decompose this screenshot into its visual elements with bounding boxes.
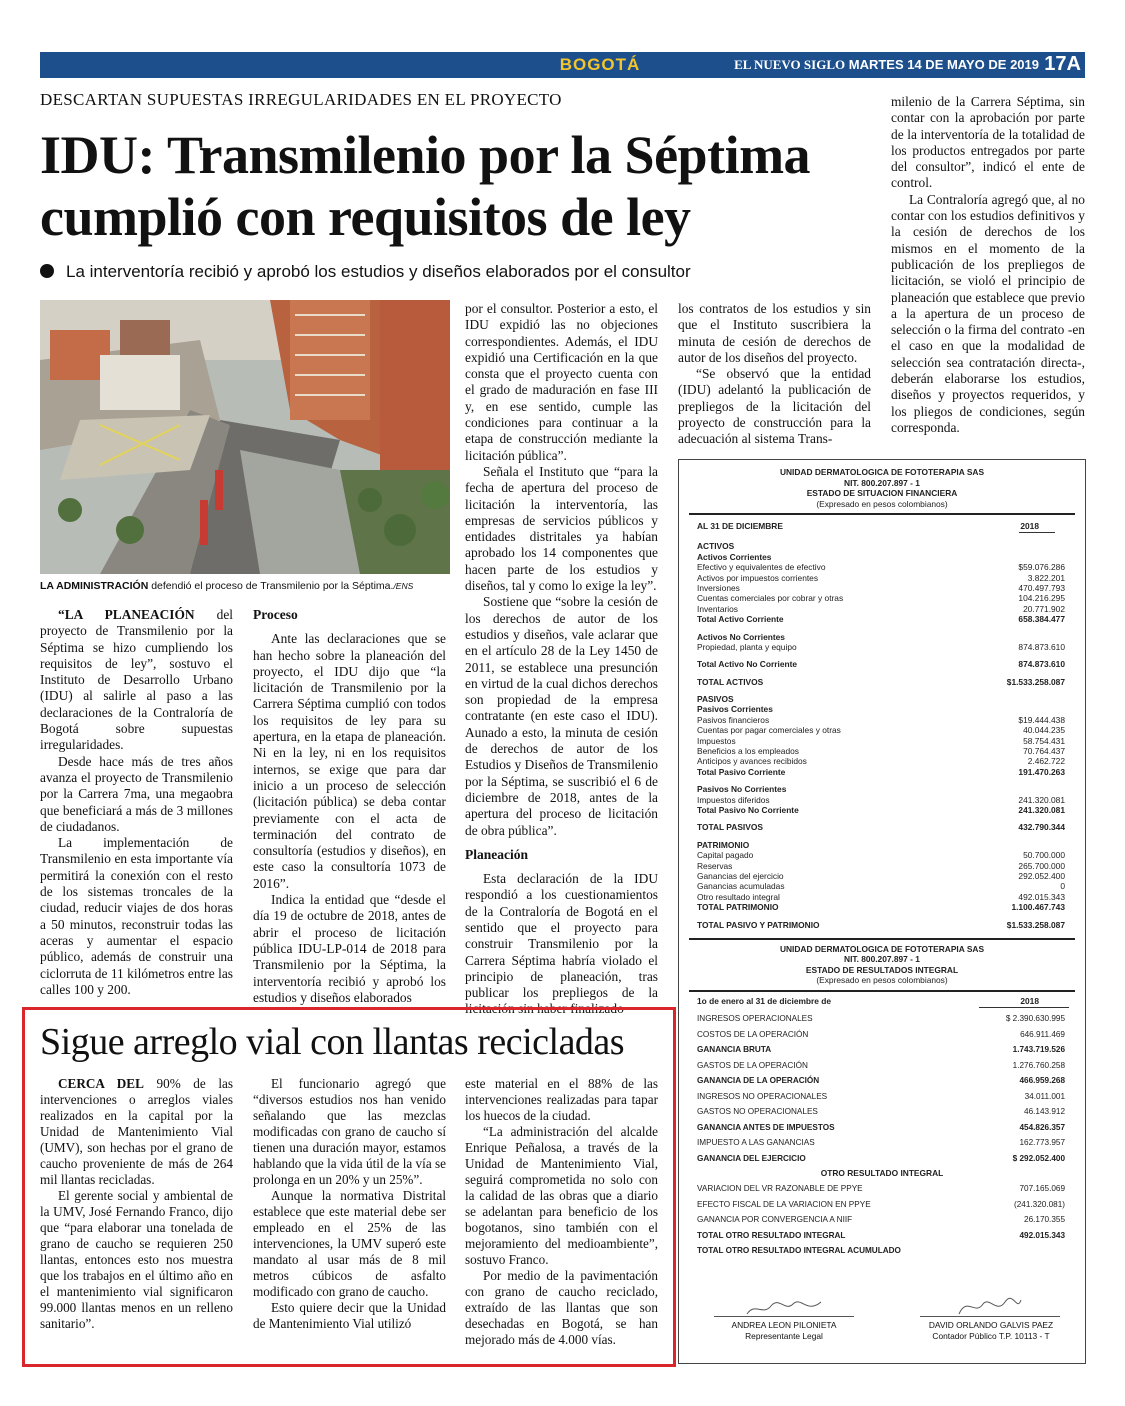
oci-row: [697, 1197, 1069, 1213]
row-label: EFECTO FISCAL DE LA VARIACION EN PPYE: [697, 1199, 871, 1209]
signer-role: Contador Público T.P. 10113 - T: [932, 1331, 1050, 1341]
row-label: Pasivos No Corrientes: [697, 784, 787, 795]
balance-row: [697, 632, 1069, 642]
paragraph: Esta declaración de la IDU respondió a los cuestionamientos de la Contraloría de Bogotá en el sentido que el proyecto para construir Transmilenio por la Carrera Séptima habría violado el principio de planeación, tras publicar los prepliegos de la licitación sin haber finalizado: [465, 871, 658, 1017]
row-label: IMPUESTO A LAS GANANCIAS: [697, 1138, 815, 1148]
row-spacer: [679, 625, 1085, 632]
box-column-1: [40, 1076, 233, 1332]
balance-row: [697, 715, 1069, 725]
balance-row: [697, 902, 1069, 912]
company-nit: NIT. 800.207.897 - 1: [844, 477, 920, 488]
row-label: Reservas: [697, 860, 733, 871]
balance-row: [697, 784, 1069, 794]
row-value: $19.444.438: [1018, 714, 1065, 725]
row-value: 20.771.902: [1023, 603, 1065, 614]
subheading-planeacion: Planeación: [465, 846, 528, 862]
row-label: ACTIVOS: [697, 541, 735, 552]
row-value: 26.170.355: [1024, 1215, 1065, 1225]
caption-text: defendió el proceso de Transmilenio por la Séptima.: [148, 580, 394, 592]
row-label: Impuestos diferidos: [697, 794, 770, 805]
row-label: GANANCIA BRUTA: [697, 1045, 772, 1055]
row-value: 241.320.081: [1018, 804, 1065, 815]
row-value: $59.076.286: [1018, 562, 1065, 573]
row-value: 265.700.000: [1018, 860, 1065, 871]
row-label: Activos por impuestos corrientes: [697, 572, 819, 583]
row-value: 454.826.357: [1019, 1122, 1065, 1132]
deck-text: La interventoría recibió y aprobó los estudios y diseños elaborados por el consultor: [66, 262, 691, 281]
paragraph: “La administración del alcalde Enrique Peñalosa, a través de la Unidad de Mantenimiento Vial, seguirá comprometida no solo con la calidad de las obras que a diario se adelantan para beneficio de los bogotanos, sino también con el mejoramiento del medioambiente”, sostuvo Franco.: [465, 1124, 658, 1267]
lead-in: CERCA DEL: [58, 1076, 144, 1091]
paragraph: Desde hace más de tres años avanza el proyecto de Transmilenio por la Carrera 7ma, una megaobra que beneficiará a más de 3 millones de ciudadanos.: [40, 753, 233, 834]
row-label: Impuestos: [697, 735, 736, 746]
paragraph: El funcionario agregó que “diversos estudios nos han venido señalando que las mezclas modificadas con grano de caucho sí tienen una duración mayor, estamos hablando que la vida útil de la vía se prolonga en un 20% y un 25%”.: [253, 1076, 446, 1187]
row-value: 1.276.760.258: [1012, 1060, 1065, 1070]
article-column-3: [465, 301, 658, 1018]
issue-date: MARTES 14 DE MAYO DE 2019: [848, 57, 1039, 72]
paragraph: este material en el 88% de las intervenciones realizadas para tapar los huecos de la ciudad.: [465, 1076, 658, 1123]
paragraph: los contratos de los estudios y sin que el Instituto suscribiera la minuta de cesión de derechos de autor de los diseños del proyecto.: [678, 301, 871, 365]
paragraph: Indica la entidad que “desde el día 19 de octubre de 2018, antes de abrir el proceso de licitación pública IDU-LP-014 de 2018 para Transmilenio por la Séptima, la interventoría recibió y aprobó los estudios y diseños elaborados: [253, 892, 446, 1005]
income-row: [697, 1011, 1069, 1027]
section-label: BOGOTÁ: [559, 55, 641, 74]
balance-row: [697, 767, 1069, 777]
row-label: Total Activo Corriente: [697, 614, 784, 625]
row-value: 658.384.477: [1018, 614, 1065, 625]
row-spacer: [679, 670, 1085, 677]
row-value: 34.011.001: [1024, 1091, 1065, 1101]
income-header: [679, 944, 1085, 986]
balance-row: [697, 614, 1069, 624]
income-row: [697, 1120, 1069, 1136]
article-column-1: [40, 607, 233, 998]
oci-row: [697, 1181, 1069, 1197]
section-header-bar: [40, 52, 1085, 78]
row-label: Total Pasivo Corriente: [697, 766, 786, 777]
income-row: [697, 1104, 1069, 1120]
row-label: Anticipos y avances recibidos: [697, 756, 807, 767]
row-value: $1.533.258.087: [1006, 676, 1065, 687]
row-label: INGRESOS NO OPERACIONALES: [697, 1091, 828, 1101]
paragraph: por el consultor. Posterior a esto, el IDU expidió las no objeciones correspondientes. Además, el IDU expidió una Certificación en la que consta que el proyecto cuenta con el grado de maduración en fase III y, en ese sentido, cumple las condiciones para continuar a la etapa de construcción mediante la licitación pública”.: [465, 301, 658, 463]
row-label: Activos No Corrientes: [697, 631, 785, 642]
balance-row: [697, 871, 1069, 881]
row-label: Efectivo y equivalentes de efectivo: [697, 562, 826, 573]
row-value: 432.790.344: [1018, 822, 1065, 833]
paragraph: La implementación de Transmilenio en esta importante vía permitirá la conexión con el resto de los sistemas troncales de la ciudad, reducir viajes de dos horas a 50 minutos, reconstruir todas las aceras y aumentar el espacio público, además de construir una ciclorruta de 11 kilómetros entre las calles 100 y 200.: [40, 835, 233, 997]
row-spacer: [679, 913, 1085, 920]
row-value: 46.143.912: [1024, 1107, 1065, 1117]
signer-name: ANDREA LEON PILONIETA: [731, 1320, 837, 1330]
balance-row: [697, 583, 1069, 593]
row-value: 492.015.343: [1019, 1230, 1065, 1240]
row-label: INGRESOS OPERACIONALES: [697, 1014, 813, 1024]
row-value: $1.533.258.087: [1006, 919, 1065, 930]
row-value: 58.754.431: [1023, 735, 1065, 746]
row-label: GANANCIA ANTES DE IMPUESTOS: [697, 1122, 835, 1132]
income-row: [697, 1073, 1069, 1089]
balance-row: [697, 850, 1069, 860]
row-spacer: [679, 652, 1085, 659]
income-row: [697, 1058, 1069, 1074]
balance-row: [697, 725, 1069, 735]
signature-legal-rep: [704, 1320, 864, 1342]
period-row: [697, 996, 1069, 1006]
period-label: 1o de enero al 31 de diciembre de: [697, 995, 832, 1006]
box-column-3: [465, 1076, 658, 1348]
statement-title: ESTADO DE RESULTADOS INTEGRAL: [805, 964, 959, 975]
row-spacer: [679, 687, 1085, 694]
row-value: 40.044.235: [1023, 725, 1065, 736]
transmilenio-rendering-image: [40, 300, 450, 574]
period-row: [697, 521, 1069, 531]
financial-statements-notice: [678, 459, 1086, 1364]
currency-note: (Expresado en pesos colombianos): [816, 498, 948, 509]
company-nit: NIT. 800.207.897 - 1: [844, 954, 920, 965]
row-value: 104.216.295: [1018, 593, 1065, 604]
paragraph: Ante las declaraciones que se han hecho sobre la planeación del proyecto, el IDU dijo que “la licitación de Transmilenio por la Carrera Séptima cumplió con todos los requisitos de ley para su apertura, en la etapa de planeación. Ni en la ley, ni en los requisitos internos, se exige que para dar inicio a un proceso de selección (licitación pública) se deba contar previamente con el acta de terminación del contrato de consultoría (estudios y diseños), en este caso la consultoría 1073 de 2016”.: [253, 631, 446, 891]
divider: [979, 1007, 1069, 1008]
oci-title: OTRO RESULTADO INTEGRAL: [820, 1168, 944, 1179]
income-row: [697, 1042, 1069, 1058]
balance-row: [697, 642, 1069, 652]
article-headline: [40, 124, 880, 248]
newspaper-name: EL NUEVO SIGLO: [734, 57, 846, 72]
row-value: 70.764.437: [1023, 746, 1065, 757]
row-label: TOTAL ACTIVOS: [697, 676, 764, 687]
row-label: TOTAL PASIVO Y PATRIMONIO: [697, 919, 820, 930]
row-value: (241.320.081): [1014, 1199, 1065, 1209]
row-label: GANANCIA DEL EJERCICIO: [697, 1153, 806, 1163]
row-label: Ganancias del ejercicio: [697, 870, 784, 881]
row-value: 492.015.343: [1018, 891, 1065, 902]
signer-role: Representante Legal: [745, 1331, 823, 1341]
balance-row: [697, 736, 1069, 746]
lead-in: “LA PLANEACIÓN: [58, 607, 195, 622]
article-column-2: [253, 607, 446, 1006]
row-label: Otro resultado integral: [697, 891, 780, 902]
headline-line-2: cumplió con requisitos de ley: [40, 187, 691, 247]
row-label: Activos Corrientes: [697, 551, 772, 562]
row-spacer: [679, 777, 1085, 784]
row-value: 3.822.201: [1027, 572, 1065, 583]
row-value: 1.743.719.526: [1012, 1045, 1065, 1055]
article-photo: [40, 300, 450, 574]
paragraph: Señala el Instituto que “para la fecha de apertura del proceso de licitación la interventoría, las empresas de servicios públicos y entidades distritales ya habían aprobado los 14 componentes que hacen parte de los estudios y diseños, tal y como lo exige la ley”.: [465, 463, 658, 594]
balance-row: [697, 920, 1069, 930]
balance-row: [697, 756, 1069, 766]
row-label: Pasivos financieros: [697, 714, 770, 725]
balance-row: [697, 541, 1069, 551]
paragraph: milenio de la Carrera Séptima, sin contar con la aprobación por parte de la interventoría de la totalidad de los productos entregados por parte del consultor”, indicó el ente de control.: [891, 94, 1085, 191]
balance-row: [697, 861, 1069, 871]
row-label: PASIVOS: [697, 694, 734, 705]
balance-row: [697, 604, 1069, 614]
article-deck: [40, 262, 870, 282]
income-row: [697, 1027, 1069, 1043]
photo-caption: [40, 580, 460, 592]
row-label: Capital pagado: [697, 850, 754, 861]
row-label: TOTAL PATRIMONIO: [697, 902, 779, 913]
divider: [689, 513, 1075, 515]
balance-row: [697, 795, 1069, 805]
row-value: 874.873.610: [1018, 659, 1065, 670]
income-table: [679, 1011, 1085, 1166]
year-label: 2018: [1020, 995, 1039, 1006]
signer-name: DAVID ORLANDO GALVIS PAEZ: [928, 1320, 1054, 1330]
row-label: Inventarios: [697, 603, 738, 614]
row-value: 0: [1060, 881, 1065, 892]
row-label: TOTAL OTRO RESULTADO INTEGRAL ACUMULADO: [697, 1246, 901, 1256]
year-label: 2018: [1020, 521, 1039, 531]
row-label: Pasivos Corrientes: [697, 704, 773, 715]
currency-note: (Expresado en pesos colombianos): [816, 975, 948, 986]
row-value: 2.462.722: [1027, 756, 1065, 767]
headline-line-1: IDU: Transmilenio por la Séptima: [40, 125, 811, 185]
balance-row: [697, 822, 1069, 832]
paragraph: Aunque la normativa Distrital establece que este material debe ser empleado en el 25% de las intervenciones, la UMV superó este mandato al usar más de 8 mil metros cúbicos de asfalto modificado con grano de caucho.: [253, 1188, 446, 1299]
balance-row: [697, 892, 1069, 902]
balance-row: [697, 677, 1069, 687]
period-label: AL 31 DE DICIEMBRE: [697, 521, 783, 531]
divider: [1019, 532, 1055, 533]
balance-row: [697, 704, 1069, 714]
page-number: 17A: [1044, 53, 1081, 75]
paragraph: Esto quiere decir que la Unidad de Mantenimiento Vial utilizó: [253, 1300, 446, 1331]
signature-line: [714, 1316, 854, 1317]
signature-accountant: [905, 1320, 1077, 1342]
paragraph: Sostiene que “sobre la cesión de los derechos de autor de los estudios y diseños, vale aclarar que en el artículo 28 de la Ley 1450 de 2011, se establece una presunción en virtud de la cual dichos derechos son propiedad de la empresa contratante (en este caso el IDU). Aunado a esto, la minuta de cesión de derechos de autor de los Estudios y Diseños de Transmilenio por la Séptima, se suscribió el 6 de diciembre de 2018, antes de la apertura del proceso de licitación de obra pública”.: [465, 594, 658, 838]
row-value: 707.165.069: [1019, 1184, 1065, 1194]
signature-line: [920, 1316, 1060, 1317]
box-headline: Sigue arreglo vial con llantas recicladas: [40, 1021, 625, 1063]
row-label: TOTAL PASIVOS: [697, 822, 763, 833]
balance-row: [697, 593, 1069, 603]
row-value: 874.873.610: [1018, 641, 1065, 652]
oci-row: [697, 1228, 1069, 1244]
row-label: VARIACION DEL VR RAZONABLE DE PPYE: [697, 1184, 863, 1194]
balance-row: [697, 562, 1069, 572]
article-column-4: [678, 301, 871, 448]
row-label: GANANCIA POR CONVERGENCIA A NIIF: [697, 1215, 853, 1225]
row-label: Cuentas comerciales por cobrar y otras: [697, 593, 844, 604]
balance-row: [697, 805, 1069, 815]
income-row: [697, 1135, 1069, 1151]
paragraph: 90% de las intervenciones o arreglos viales realizados en la capital por la Unidad de Mantenimiento Vial (UMV), son hechas por el grano de caucho proveniente de más de 264 mil llantas recicladas.: [40, 1076, 233, 1187]
balance-row: [697, 694, 1069, 704]
row-spacer: [679, 833, 1085, 840]
paragraph: La Contraloría agregó que, al no contar con los estudios definitivos y la cesión de derechos de los mismos en el momento de la publicación de los prepliegos de licitación, se violó el principio de planeación que establece que previo a la apertura de un proceso de selección o la firma del contrato -en el caso en que la modalidad de selección sea contratación directa-, deberán elaborarse los estudios, diseños y proyectos requeridos, y los pliegos de condiciones, según corresponda.: [891, 191, 1085, 435]
row-value: $ 2.390.630.995: [1005, 1014, 1065, 1024]
row-value: 162.773.957: [1019, 1138, 1065, 1148]
balance-row: [697, 746, 1069, 756]
row-value: 646.911.469: [1020, 1029, 1065, 1039]
row-label: Cuentas por pagar comerciales y otras: [697, 725, 841, 736]
row-value: 466.959.268: [1019, 1076, 1065, 1086]
row-value: 50.700.000: [1023, 850, 1065, 861]
subheading-proceso: Proceso: [253, 607, 298, 622]
balance-row: [697, 840, 1069, 850]
oci-row: [697, 1212, 1069, 1228]
article-kicker: DESCARTAN SUPUESTAS IRREGULARIDADES EN EL PROYECTO: [40, 90, 562, 109]
row-label: Propiedad, planta y equipo: [697, 641, 797, 652]
row-label: GASTOS DE LA OPERACIÓN: [697, 1060, 808, 1070]
caption-credit: /ENS: [393, 581, 414, 591]
row-spacer: [679, 815, 1085, 822]
income-row: [697, 1151, 1069, 1167]
bullet-icon: [40, 264, 54, 278]
masthead: [734, 57, 1039, 73]
balance-row: [697, 573, 1069, 583]
row-label: GANANCIA DE LA OPERACIÓN: [697, 1076, 820, 1086]
balance-row: [697, 552, 1069, 562]
row-label: Total Pasivo No Corriente: [697, 804, 799, 815]
row-value: 241.320.081: [1018, 794, 1065, 805]
row-label: Total Activo No Corriente: [697, 659, 798, 670]
paragraph: “Se observó que la entidad (IDU) adelantó la publicación de prepliegos de la licitación del proyecto de construcción para la adecuación al sistema Trans-: [678, 366, 871, 447]
balance-header: [679, 467, 1085, 509]
row-label: Beneficios a los empleados: [697, 746, 799, 757]
company-name: UNIDAD DERMATOLOGICA DE FOTOTERAPIA SAS: [779, 467, 985, 477]
row-value: 292.052.400: [1018, 870, 1065, 881]
balance-table: [679, 541, 1085, 930]
oci-table: [679, 1181, 1085, 1259]
row-value: 470.497.793: [1018, 582, 1065, 593]
row-value: 1.100.467.743: [1011, 902, 1065, 913]
row-label: Inversiones: [697, 582, 740, 593]
balance-row: [697, 881, 1069, 891]
paragraph: El gerente social y ambiental de la UMV, José Fernando Franco, dijo que “para elaborar una tonelada de grano de caucho se requieren 250 llantas, entonces esto nos muestra que los trabajos en el último año en el mantenimiento vial significaron 99.000 llantas menos en un relleno sanitario”.: [40, 1188, 233, 1331]
paragraph: del proyecto de Transmilenio por la Séptima se hizo cumpliendo los requisitos de ley”, sostuvo el Instituto de Desarrollo Urbano (IDU) al salirle al paso a las declaraciones de la Contraloría de Bogotá sobre supuestas irregularidades.: [40, 607, 233, 753]
income-row: [697, 1089, 1069, 1105]
row-label: TOTAL OTRO RESULTADO INTEGRAL: [697, 1230, 846, 1240]
row-value: $ 292.052.400: [1012, 1153, 1065, 1163]
oci-row: [697, 1243, 1069, 1259]
company-name: UNIDAD DERMATOLOGICA DE FOTOTERAPIA SAS: [779, 943, 985, 954]
row-label: PATRIMONIO: [697, 839, 750, 850]
article-column-5: [891, 94, 1085, 436]
statement-title: ESTADO DE SITUACION FINANCIERA: [806, 488, 958, 498]
row-label: COSTOS DE LA OPERACIÓN: [697, 1029, 809, 1039]
row-label: Ganancias acumuladas: [697, 881, 785, 892]
paragraph: Por medio de la pavimentación con grano de caucho reciclado, extraído de las llantas que son desechadas en Bogotá, se han mejorado más de 4.000 vías.: [465, 1268, 658, 1347]
row-value: 191.470.263: [1018, 766, 1065, 777]
divider: [689, 938, 1075, 940]
divider: [689, 990, 1075, 992]
row-label: GASTOS NO OPERACIONALES: [697, 1107, 818, 1117]
balance-row: [697, 659, 1069, 669]
caption-lead: LA ADMINISTRACIÓN: [40, 580, 149, 592]
box-column-2: [253, 1076, 446, 1332]
